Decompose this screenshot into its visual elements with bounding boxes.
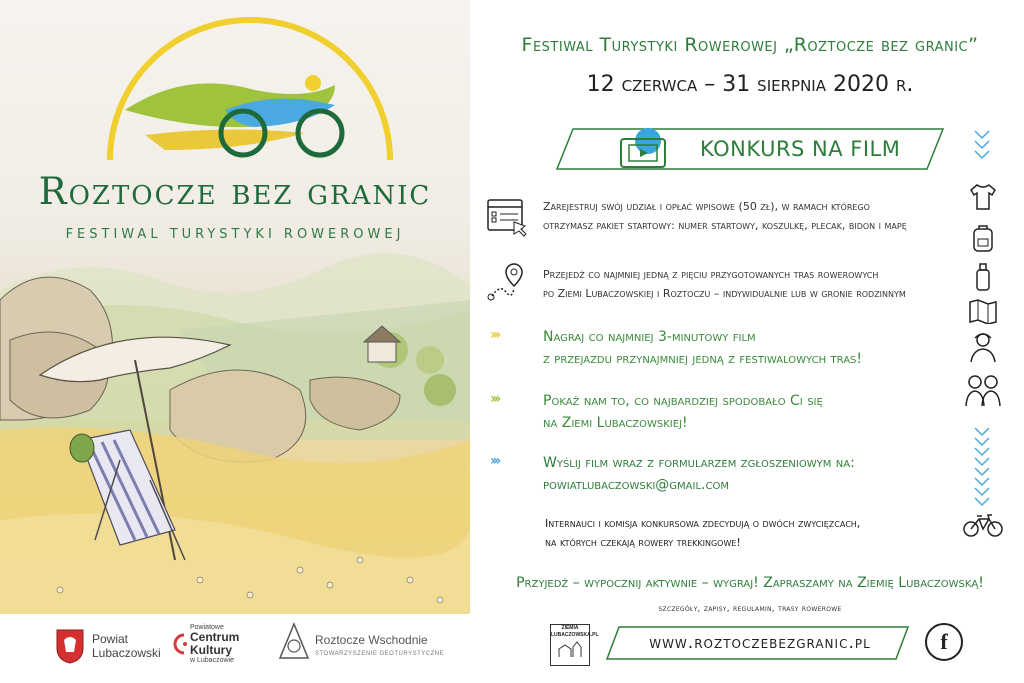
- pck-logo-icon: [170, 632, 190, 656]
- arrows-yellow-icon: ›››: [490, 327, 499, 343]
- details-line: szczegóły, zapisy, regulamin, trasy rowerowe: [658, 604, 842, 614]
- step-ride-line1: Przejedź co najmniej jedną z pięciu przygotowanych tras rowerowych: [543, 268, 879, 281]
- festival-dates: 12 czerwca – 31 sierpnia 2020 r.: [586, 72, 914, 97]
- step-register: [543, 197, 963, 235]
- church-sketch-icon: [555, 639, 585, 659]
- poster-subtitle: FESTIWAL TURYSTYKI ROWEROWEJ: [65, 227, 405, 242]
- step-register-line2: otrzymasz pakiet startowy: numer startowy, koszulkę, plecak, bidon i mapę: [543, 219, 907, 232]
- coat-of-arms-icon: [55, 628, 85, 664]
- step-winners-line2: na których czekają rowery trekkingowe!: [545, 536, 741, 549]
- partner-powiat: [92, 632, 161, 660]
- facebook-icon[interactable]: f: [925, 623, 963, 661]
- step-show-line2: na Ziemi Lubaczowskiej!: [543, 415, 688, 431]
- website-link[interactable]: www.roztoczebezgranic.pl: [649, 633, 871, 653]
- family-icon: [964, 372, 1002, 408]
- registration-form-icon: [486, 198, 530, 238]
- arrows-blue-icon: ›››: [490, 453, 499, 469]
- step-winners: [545, 514, 945, 552]
- step-show-line1: Pokaż nam to, co najbardziej spodobało Ci się: [543, 393, 823, 409]
- roztocze-wschodnie-logo-icon: [278, 622, 310, 662]
- step-ride: [543, 265, 963, 303]
- route-pin-icon: [486, 262, 530, 302]
- step-send-line1: Wyślij film wraz z formularzem zgłoszeniowym na:: [543, 455, 855, 471]
- bicycle-icon: [962, 512, 1004, 538]
- step-send: [543, 452, 923, 496]
- ziemia-line1: ZIEMIA: [561, 625, 579, 631]
- step-register-line1: Zarejestruj swój udział i opłać wpisowe (50 zł), w ramach którego: [543, 200, 870, 213]
- step-show: [543, 390, 923, 434]
- backpack-icon: [970, 223, 996, 253]
- partner-ck-line2: Kultury: [190, 643, 232, 657]
- partner-powiat-line1: Powiat: [92, 632, 129, 646]
- slogan: Przyjedź – wypocznij aktywnie – wygraj! Zapraszamy na Ziemię Lubaczowską!: [516, 575, 984, 591]
- step-send-email[interactable]: powiatlubaczowski@gmail.com: [543, 477, 729, 493]
- step-record-line2: z przejazdu przynajmniej jedną z festiwalowych tras!: [543, 351, 863, 367]
- chevrons-down-icon: [972, 128, 992, 168]
- step-record: [543, 326, 923, 370]
- arrows-green-icon: ›››: [490, 391, 499, 407]
- partner-roztocze-wschodnie: [315, 633, 444, 661]
- partner-powiat-line2: Lubaczowski: [92, 646, 161, 660]
- partner-ck-small: Powiatowe: [190, 624, 224, 631]
- bottle-icon: [973, 262, 993, 292]
- poster-title: Roztocze bez granic: [38, 170, 432, 213]
- chevrons-down-long-icon: [972, 425, 992, 507]
- map-icon: [968, 298, 998, 324]
- festival-logo: [105, 15, 395, 165]
- partner-rw-line2: STOWARZYSZENIE GEOTURYSTYCZNE: [315, 651, 445, 657]
- partner-centrum-kultury: [190, 624, 239, 664]
- poster-illustration-panel: [0, 0, 470, 683]
- ziemia-line2: LUBACZOWSKA.PL: [551, 632, 599, 638]
- step-winners-line1: Internauci i komisja konkursowa zdecydują o dwóch zwycięzcach,: [545, 517, 861, 530]
- cyclist-icon: [967, 330, 999, 364]
- step-record-line1: Nagraj co najmniej 3-minutowy film: [543, 329, 756, 345]
- step-ride-line2: po Ziemi Lubaczowskiej i Roztoczu – indywidualnie lub w gronie rodzinnym: [543, 287, 906, 300]
- konkurs-label: KONKURS NA FILM: [700, 137, 901, 161]
- tshirt-icon: [968, 183, 998, 211]
- ziemia-lubaczowska-badge[interactable]: [550, 624, 599, 666]
- partner-ck-line1: Centrum: [190, 630, 240, 644]
- partner-rw-line1: Roztocze Wschodnie: [315, 633, 428, 647]
- partner-ck-city: w Lubaczowie: [190, 657, 234, 664]
- festival-title: Festiwal Turystyki Rowerowej „Roztocze bez granic”: [521, 34, 979, 56]
